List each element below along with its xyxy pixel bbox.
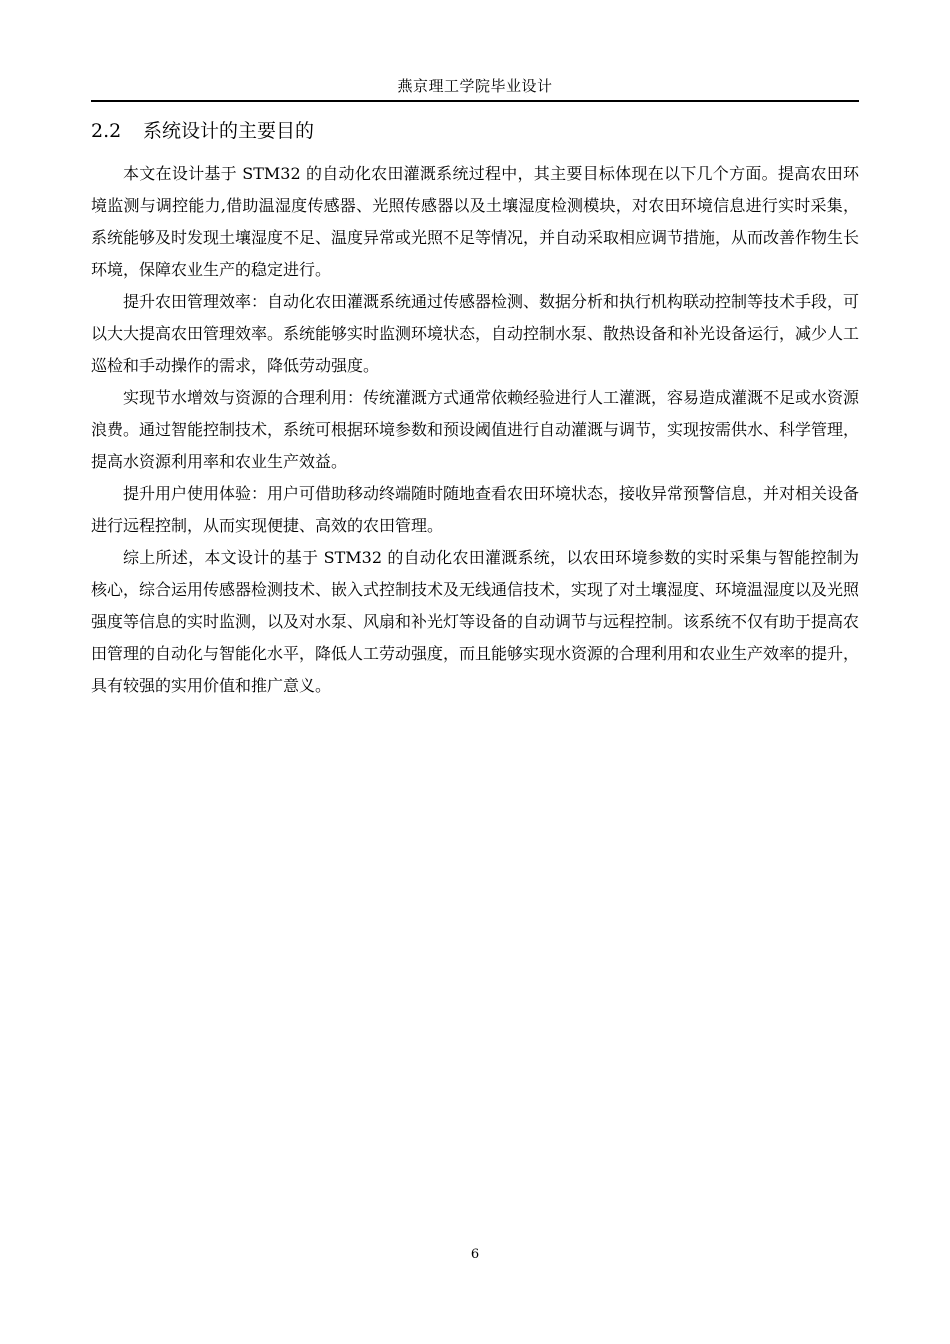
body-text — [91, 158, 859, 702]
page-number: 6 — [470, 1247, 480, 1262]
page-header: 燕京理工学院毕业设计 — [397, 77, 553, 95]
paragraph: 实现节水增效与资源的合理利用：传统灌溉方式通常依赖经验进行人工灌溉，容易造成灌溉不足或水资源浪费。通过智能控制技术，系统可根据环境参数和预设阈值进行自动灌溉与调节，实现按需供水、科学管理，提高水资源利用率和农业生产效益。 — [91, 388, 860, 471]
paragraph: 本文在设计基于 STM32 的自动化农田灌溉系统过程中，其主要目标体现在以下几个方面。提高农田环境监测与调控能力,借助温湿度传感器、光照传感器以及土壤湿度检测模块，对农田环境信息进行实时采集，系统能够及时发现土壤湿度不足、温度异常或光照不足等情况，并自动采取相应调节措施，从而改善作物生长环境，保障农业生产的稳定进行。 — [91, 164, 860, 279]
paragraph: 综上所述，本文设计的基于 STM32 的自动化农田灌溉系统，以农田环境参数的实时采集与智能控制为核心，综合运用传感器检测技术、嵌入式控制技术及无线通信技术，实现了对土壤湿度、环境温湿度以及光照强度等信息的实时监测，以及对水泵、风扇和补光灯等设备的自动调节与远程控制。该系统不仅有助于提高农田管理的自动化与智能化水平，降低人工劳动强度，而且能够实现水资源的合理利用和农业生产效率的提升，具有较强的实用价值和推广意义。 — [91, 548, 860, 695]
section-title: 系统设计的主要目的 — [143, 120, 315, 142]
paragraph: 提升农田管理效率：自动化农田灌溉系统通过传感器检测、数据分析和执行机构联动控制等技术手段，可以大大提高农田管理效率。系统能够实时监测环境状态，自动控制水泵、散热设备和补光设备运行，减少人工巡检和手动操作的需求，降低劳动强度。 — [91, 292, 860, 375]
section-number: 2.2 — [91, 120, 122, 142]
section-heading — [91, 116, 859, 146]
paragraph: 提升用户使用体验：用户可借助移动终端随时随地查看农田环境状态，接收异常预警信息，并对相关设备进行远程控制，从而实现便捷、高效的农田管理。 — [91, 484, 860, 535]
header-divider — [91, 100, 859, 102]
